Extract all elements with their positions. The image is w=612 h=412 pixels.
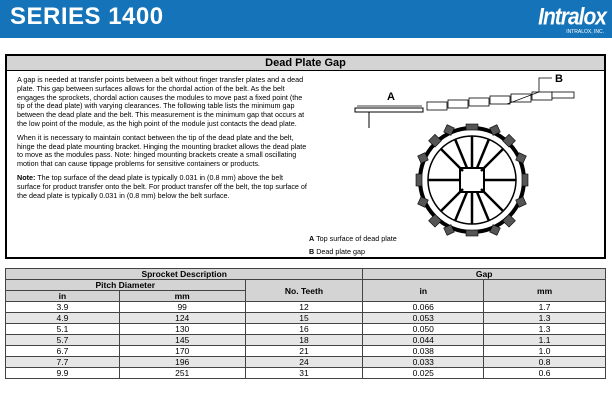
cell-gap-mm: 1.0 <box>484 346 606 357</box>
table-row <box>6 302 606 313</box>
cell-teeth: 15 <box>245 313 363 324</box>
belt-modules <box>427 92 552 110</box>
cell-gap-mm: 0.6 <box>484 368 606 379</box>
cell-pd-mm: 170 <box>119 346 245 357</box>
cell-gap-in: 0.044 <box>363 335 484 346</box>
cell-gap-mm: 1.7 <box>484 302 606 313</box>
label-b: B <box>555 73 563 85</box>
cell-gap-in: 0.050 <box>363 324 484 335</box>
cell-pd-in: 9.9 <box>6 368 120 379</box>
cell-pd-in: 4.9 <box>6 313 120 324</box>
header-gap-in: in <box>363 280 484 302</box>
section-text <box>17 76 307 205</box>
cell-gap-in: 0.033 <box>363 357 484 368</box>
table-row <box>6 335 606 346</box>
cell-pd-in: 3.9 <box>6 302 120 313</box>
belt-module <box>490 96 510 104</box>
cell-pd-mm: 145 <box>119 335 245 346</box>
cell-gap-mm: 1.3 <box>484 313 606 324</box>
header-gap-mm: mm <box>484 280 606 302</box>
cell-pd-mm: 124 <box>119 313 245 324</box>
cell-pd-mm: 196 <box>119 357 245 368</box>
caption-b <box>309 245 397 258</box>
belt-module <box>469 98 489 106</box>
cell-teeth: 31 <box>245 368 363 379</box>
table-row <box>6 346 606 357</box>
cell-teeth: 16 <box>245 324 363 335</box>
cell-gap-mm: 1.1 <box>484 335 606 346</box>
cell-teeth: 21 <box>245 346 363 357</box>
caption-a-key: A <box>309 234 315 243</box>
paragraph-hinge: When it is necessary to maintain contact between the tip of the dead plate and the belt, hinge the dead plate mounting bracket. Hinging the mounting bracket allows the dead plate to move as the modules pass. Note: hinged mounting brackets create a small oscillating motion that can cause tippage problems for sensitive containers or products. <box>17 132 307 169</box>
paragraph-note <box>17 174 307 200</box>
caption-a-text: Top surface of dead plate <box>314 234 397 243</box>
cell-pd-in: 6.7 <box>6 346 120 357</box>
cell-teeth: 18 <box>245 335 363 346</box>
caption-b-text: Dead plate gap <box>314 247 365 256</box>
diagram-captions <box>309 232 397 258</box>
label-a: A <box>387 91 395 103</box>
cell-gap-mm: 0.8 <box>484 357 606 368</box>
belt-end-module <box>552 92 574 98</box>
dead-plate-gap-section <box>5 54 606 259</box>
page-header <box>0 0 612 38</box>
intralox-logo-subtext: INTRALOX, INC. <box>566 29 604 35</box>
caption-b-key: B <box>309 247 315 256</box>
cell-pd-mm: 251 <box>119 368 245 379</box>
sprocket-dead-plate-diagram <box>347 68 577 243</box>
header-sprocket-description: Sprocket Description <box>6 269 363 280</box>
cell-gap-in: 0.025 <box>363 368 484 379</box>
table-row <box>6 368 606 379</box>
sprocket-bore <box>460 168 484 192</box>
cell-teeth: 12 <box>245 302 363 313</box>
note-text: The top surface of the dead plate is typically 0.031 in (0.8 mm) above the belt surface for product transfer onto the belt. For product transfer off the belt, the top surface of the dead plate is typically 0.031 in (0.8 mm) below the belt surface. <box>17 172 307 200</box>
belt-module <box>511 94 531 102</box>
cell-gap-in: 0.038 <box>363 346 484 357</box>
cell-gap-in: 0.053 <box>363 313 484 324</box>
header-pd-mm: mm <box>119 291 245 302</box>
cell-gap-in: 0.066 <box>363 302 484 313</box>
cell-pd-mm: 99 <box>119 302 245 313</box>
header-pd-in: in <box>6 291 120 302</box>
belt-module <box>448 100 468 108</box>
caption-a <box>309 232 397 245</box>
sprocket <box>416 124 528 236</box>
dead-plate-gap-table <box>5 268 606 379</box>
paragraph-gap-explanation: A gap is needed at transfer points between a belt without finger transfer plates and a dead plate. This gap between surfaces allows for the chordal action of the belt. As the belt engages the sprockets, chordal action causes the modules to move past a fixed point (the tip of the dead plate) with varying clearances. The following table lists the minimum gap between the dead plate and the belt. This measurement is the minimum gap that occurs at the low point of the module, as the high point of the module just contacts the dead plate. <box>17 75 305 128</box>
table-row <box>6 324 606 335</box>
table-row <box>6 313 606 324</box>
belt-module <box>427 102 447 110</box>
table-row <box>6 357 606 368</box>
note-label: Note: <box>17 172 36 182</box>
cell-pd-in: 5.1 <box>6 324 120 335</box>
cell-gap-mm: 1.3 <box>484 324 606 335</box>
dead-plate <box>355 108 423 112</box>
cell-teeth: 24 <box>245 357 363 368</box>
cell-pd-mm: 130 <box>119 324 245 335</box>
cell-pd-in: 7.7 <box>6 357 120 368</box>
section-title: Dead Plate Gap <box>7 56 604 71</box>
series-title: SERIES 1400 <box>10 3 164 30</box>
header-gap: Gap <box>363 269 606 280</box>
header-no-teeth: No. Teeth <box>245 280 363 302</box>
intralox-logo: Intralox <box>538 4 606 31</box>
header-pitch-diameter: Pitch Diameter <box>6 280 246 291</box>
cell-pd-in: 5.7 <box>6 335 120 346</box>
